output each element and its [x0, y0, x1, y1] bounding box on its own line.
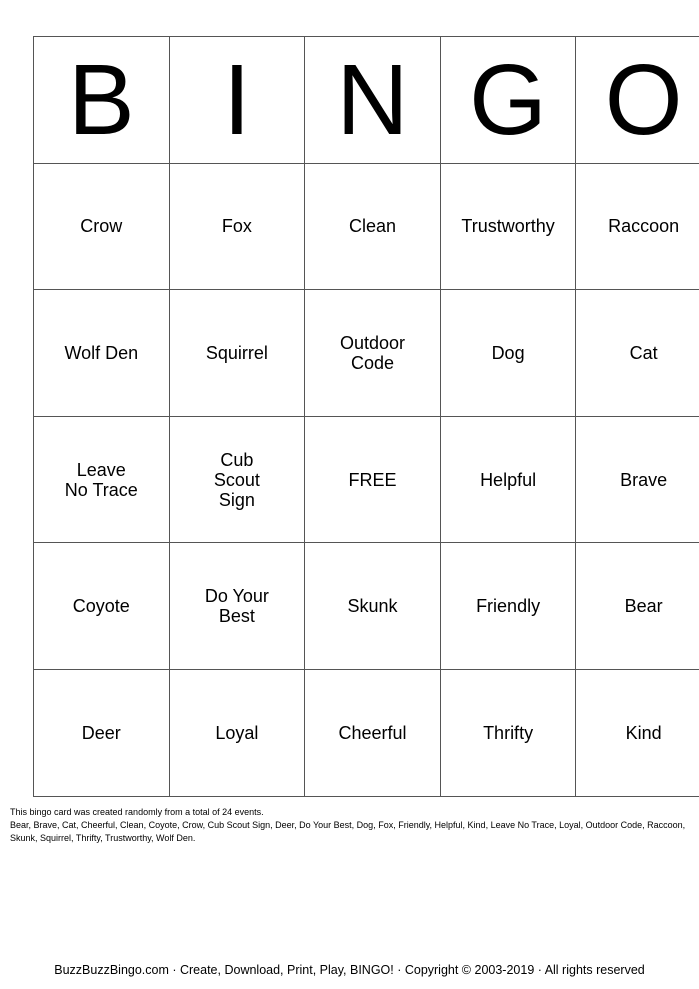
bingo-cell: Loyal — [169, 669, 305, 796]
bingo-cell: Thrifty — [440, 669, 576, 796]
free-cell: FREE — [305, 416, 441, 543]
header-letter: I — [169, 37, 305, 164]
header-letter: O — [576, 37, 699, 164]
header-letter: N — [305, 37, 441, 164]
bingo-cell: Trustworthy — [440, 163, 576, 290]
card-info — [10, 806, 695, 845]
bingo-cell: Bear — [576, 543, 699, 670]
bingo-cell: Wolf Den — [34, 290, 170, 417]
bingo-cell: Cheerful — [305, 669, 441, 796]
bingo-cell: Helpful — [440, 416, 576, 543]
bingo-cell: Coyote — [34, 543, 170, 670]
card-row — [34, 290, 699, 417]
card-row — [34, 669, 699, 796]
bingo-cell: Deer — [34, 669, 170, 796]
bingo-cell: Dog — [440, 290, 576, 417]
bingo-cell: Fox — [169, 163, 305, 290]
info-summary: This bingo card was created randomly from a total of 24 events. — [10, 807, 264, 817]
bingo-cell: Kind — [576, 669, 699, 796]
info-event-list: Bear, Brave, Cat, Cheerful, Clean, Coyote, Crow, Cub Scout Sign, Deer, Do Your Best, Dog, Fox, Friendly, Helpful, Kind, Leave No Trace, Loyal, Outdoor Code, Raccoon, Skunk, Squirrel, Thrifty, Trustworthy, Wolf Den. — [10, 820, 686, 843]
card-row — [34, 543, 699, 670]
header-letter: G — [440, 37, 576, 164]
bingo-cell: Do Your Best — [169, 543, 305, 670]
bingo-cell: Cub Scout Sign — [169, 416, 305, 543]
bingo-cell: Outdoor Code — [305, 290, 441, 417]
card-row — [34, 416, 699, 543]
bingo-cell: Skunk — [305, 543, 441, 670]
bingo-cell: Cat — [576, 290, 699, 417]
bingo-cell: Friendly — [440, 543, 576, 670]
bingo-cell: Clean — [305, 163, 441, 290]
bingo-cell: Squirrel — [169, 290, 305, 417]
bingo-cell: Leave No Trace — [34, 416, 170, 543]
header-row — [34, 37, 699, 164]
bingo-cell: Crow — [34, 163, 170, 290]
bingo-card — [33, 36, 699, 797]
bingo-cell: Brave — [576, 416, 699, 543]
footer: BuzzBuzzBingo.com · Create, Download, Print, Play, BINGO! · Copyright © 2003-2019 · All rights reserved — [54, 963, 645, 977]
bingo-cell: Raccoon — [576, 163, 699, 290]
card-row — [34, 163, 699, 290]
header-letter: B — [34, 37, 170, 164]
